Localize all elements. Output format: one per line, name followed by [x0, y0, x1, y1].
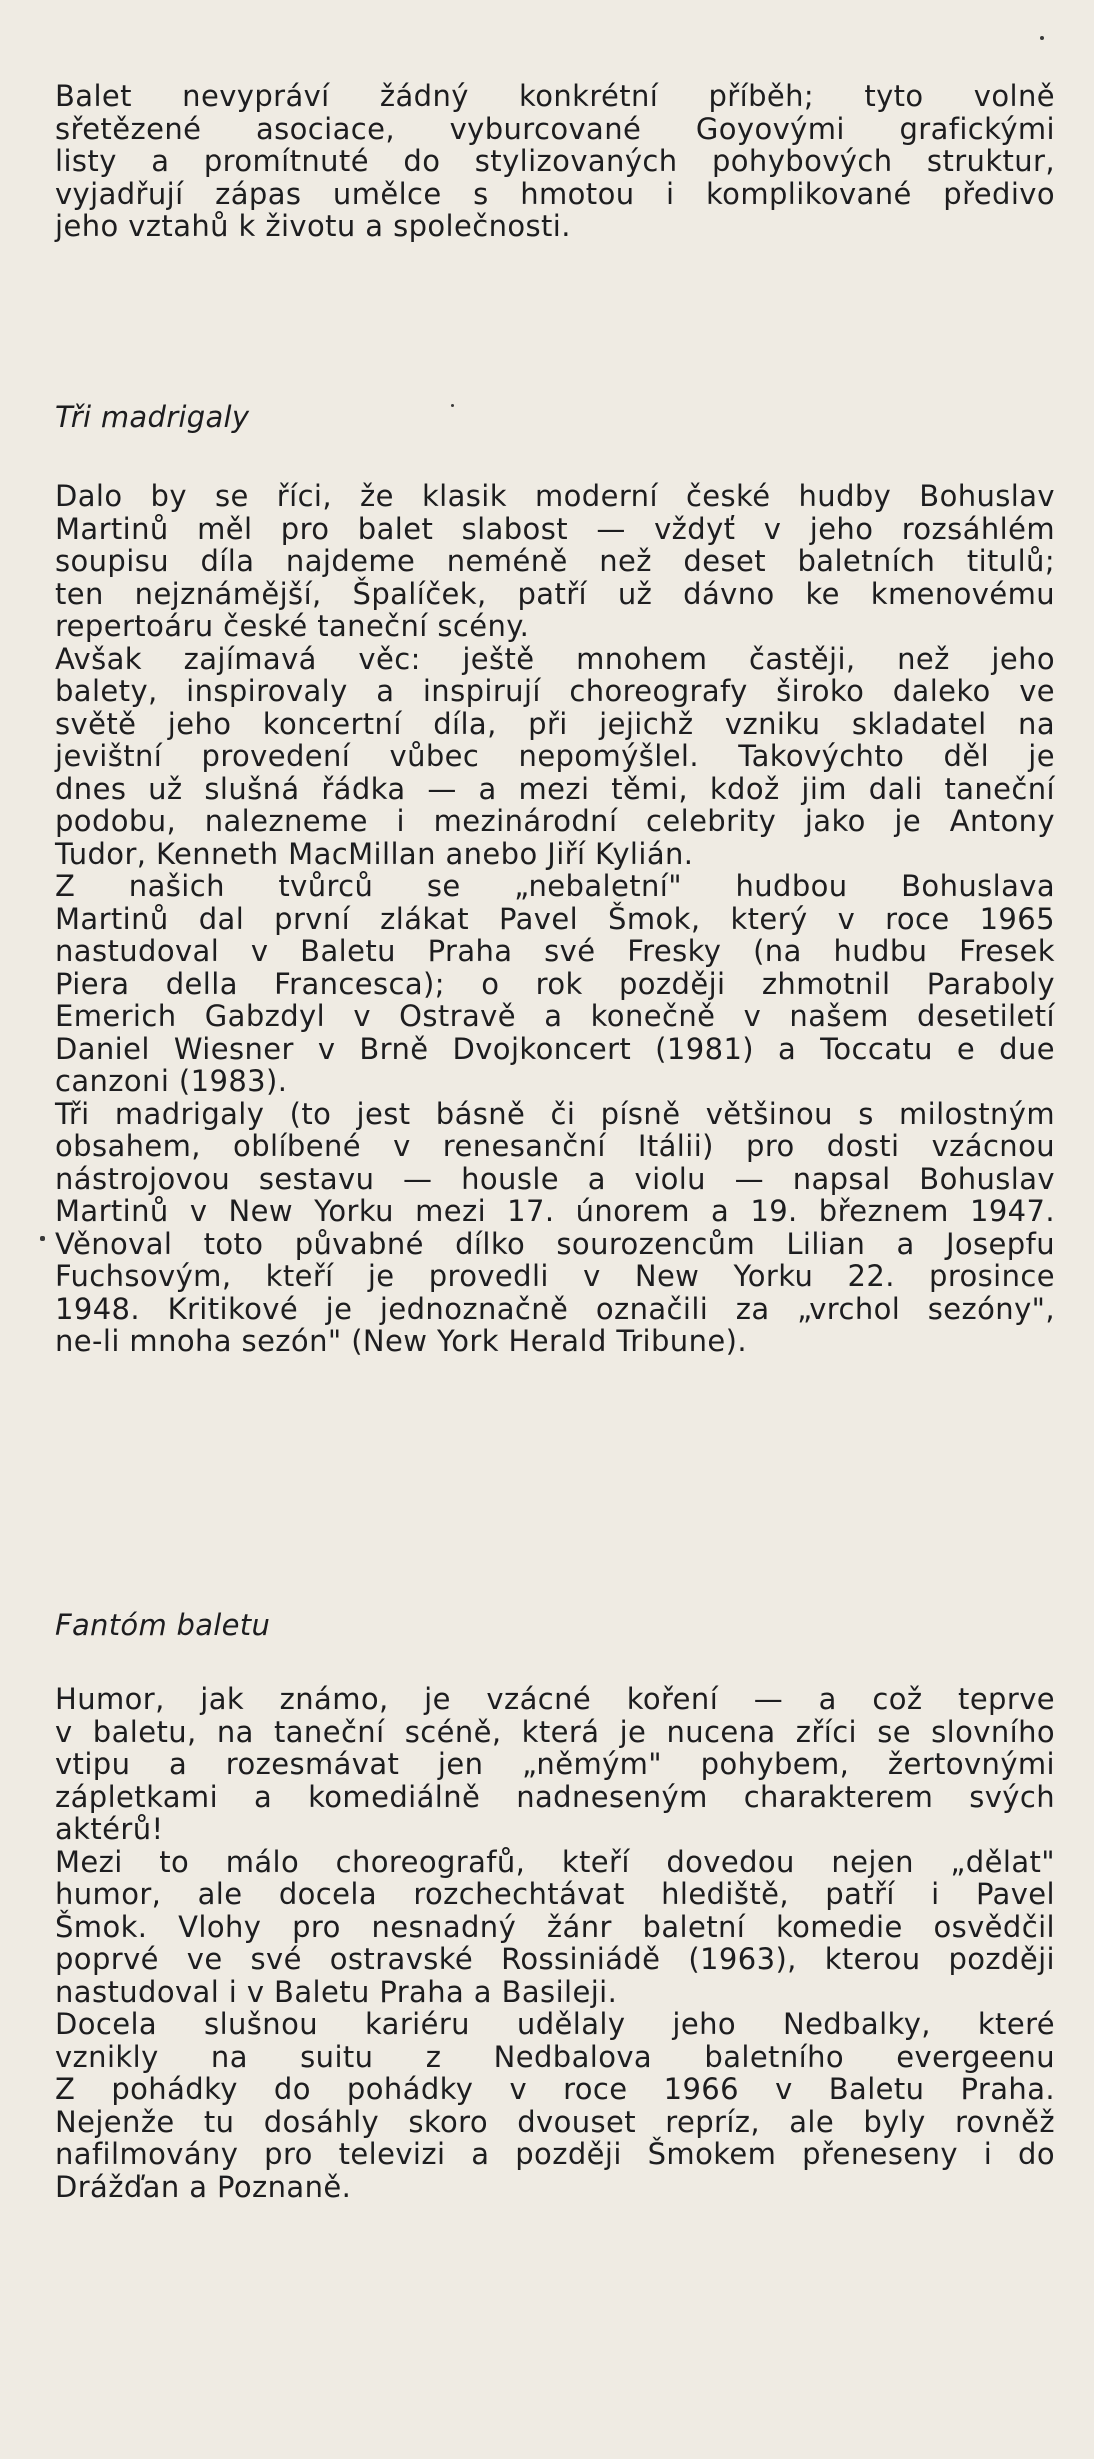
- print-speck: [40, 1236, 45, 1241]
- text-line: v baletu, na taneční scéně, která je nucena zříci se slovního: [55, 1714, 1055, 1749]
- text-line: ne-li mnoha sezón" (New York Herald Tribune).: [55, 1324, 747, 1358]
- text-line: Věnoval toto půvabné dílko sourozencům Lilian a Josepfu: [55, 1226, 1055, 1261]
- text-line: nastudoval i v Baletu Praha a Basileji.: [55, 1974, 618, 2009]
- text-line: soupisu díla najdeme neméně než deset baletních titulů;: [55, 544, 1055, 578]
- text-line: 1948. Kritikové je jednoznačně označili za „vrchol sezóny",: [55, 1291, 1055, 1326]
- fantom-body: [55, 1683, 1055, 2203]
- section-heading-fantom: Fantóm baletu: [55, 1608, 271, 1642]
- text-line: humor, ale docela rozchechtávat hlediště, patří i Pavel: [55, 1877, 1055, 1911]
- text-line: Piera della Francesca); o rok později zhmotnil Paraboly: [55, 966, 1055, 1001]
- text-line: dnes už slušná řádka — a mezi těmi, kdož jim dali taneční: [55, 771, 1055, 806]
- print-speck: [1040, 36, 1044, 40]
- text-line: Z pohádky do pohádky v roce 1966 v Baletu Praha.: [55, 2072, 1055, 2106]
- text-line: Emerich Gabzdyl v Ostravě a konečně v našem desetiletí: [55, 999, 1055, 1033]
- text-line: Nejenže tu dosáhly skoro dvouset repríz, ale byly rovněž: [55, 2104, 1055, 2139]
- text-line: obsahem, oblíbené v renesanční Itálii) pro dosti vzácnou: [55, 1129, 1055, 1163]
- section-heading-madrigaly: Tři madrigaly: [55, 400, 250, 434]
- text-line: listy a promítnuté do stylizovaných pohybových struktur,: [55, 144, 1055, 178]
- text-line: Balet nevypráví žádný konkrétní příběh; tyto volně: [55, 79, 1055, 113]
- text-line: zápletkami a komediálně nadneseným charakterem svých: [55, 1779, 1055, 1814]
- text-line: vznikly na suitu z Nedbalova baletního evergeenu: [55, 2039, 1055, 2074]
- text-line: Martinů v New Yorku mezi 17. únorem a 19. březnem 1947.: [55, 1194, 1055, 1228]
- text-line: Martinů měl pro balet slabost — vždyť v jeho rozsáhlém: [55, 511, 1055, 546]
- text-line: repertoáru české taneční scény.: [55, 609, 530, 643]
- intro-paragraph: [55, 80, 1055, 243]
- text-line: balety, inspirovaly a inspirují choreografy široko daleko ve: [55, 674, 1055, 708]
- text-line: Daniel Wiesner v Brně Dvojkoncert (1981) a Toccatu e due: [55, 1031, 1055, 1066]
- text-line: Drážďan a Poznaně.: [55, 2169, 352, 2204]
- text-line: aktérů!: [55, 1812, 164, 1846]
- text-line: Z našich tvůrců se „nebaletní" hudbou Bohuslava: [55, 869, 1055, 903]
- text-line: Fuchsovým, kteří je provedli v New Yorku 22. prosince: [55, 1259, 1055, 1293]
- text-line: Tři madrigaly (to jest básně či písně většinou s milostným: [55, 1096, 1055, 1131]
- text-line: Šmok. Vlohy pro nesnadný žánr baletní komedie osvědčil: [55, 1909, 1055, 1944]
- madrigaly-body: [55, 480, 1055, 1358]
- text-line: ten nejznámější, Špalíček, patří už dávno ke kmenovému: [55, 576, 1055, 611]
- text-line: jevištní provedení vůbec nepomýšlel. Takovýchto děl je: [55, 739, 1055, 773]
- text-line: canzoni (1983).: [55, 1064, 288, 1098]
- text-line: Dalo by se říci, že klasik moderní české hudby Bohuslav: [55, 479, 1055, 513]
- text-line: Mezi to málo choreografů, kteří dovedou nejen „dělat": [55, 1844, 1055, 1879]
- text-line: vyjadřují zápas umělce s hmotou i komplikované předivo: [55, 176, 1055, 211]
- text-line: nastudoval v Baletu Praha své Fresky (na hudbu Fresek: [55, 934, 1055, 968]
- text-line: Docela slušnou kariéru udělaly jeho Nedbalky, které: [55, 2007, 1055, 2041]
- text-line: světě jeho koncertní díla, při jejichž vzniku skladatel na: [55, 706, 1055, 741]
- text-line: nástrojovou sestavu — housle a violu — napsal Bohuslav: [55, 1161, 1055, 1196]
- text-line: poprvé ve své ostravské Rossiniádě (1963), kterou později: [55, 1942, 1055, 1976]
- text-line: Avšak zajímavá věc: ještě mnohem častěji, než jeho: [55, 641, 1055, 676]
- text-line: Martinů dal první zlákat Pavel Šmok, který v roce 1965: [55, 901, 1055, 936]
- print-speck: [451, 404, 454, 407]
- text-line: vtipu a rozesmávat jen „němým" pohybem, žertovnými: [55, 1747, 1055, 1781]
- text-line: podobu, nalezneme i mezinárodní celebrity jako je Antony: [55, 804, 1055, 838]
- text-line: Humor, jak známo, je vzácné koření — a což teprve: [55, 1682, 1055, 1716]
- text-line: Tudor, Kenneth MacMillan anebo Jiří Kylián.: [55, 836, 694, 871]
- text-line: jeho vztahů k životu a společnosti.: [55, 209, 571, 243]
- text-line: sřetězené asociace, vyburcované Goyovými grafickými: [55, 111, 1055, 146]
- text-line: nafilmovány pro televizi a později Šmokem přeneseny i do: [55, 2137, 1055, 2171]
